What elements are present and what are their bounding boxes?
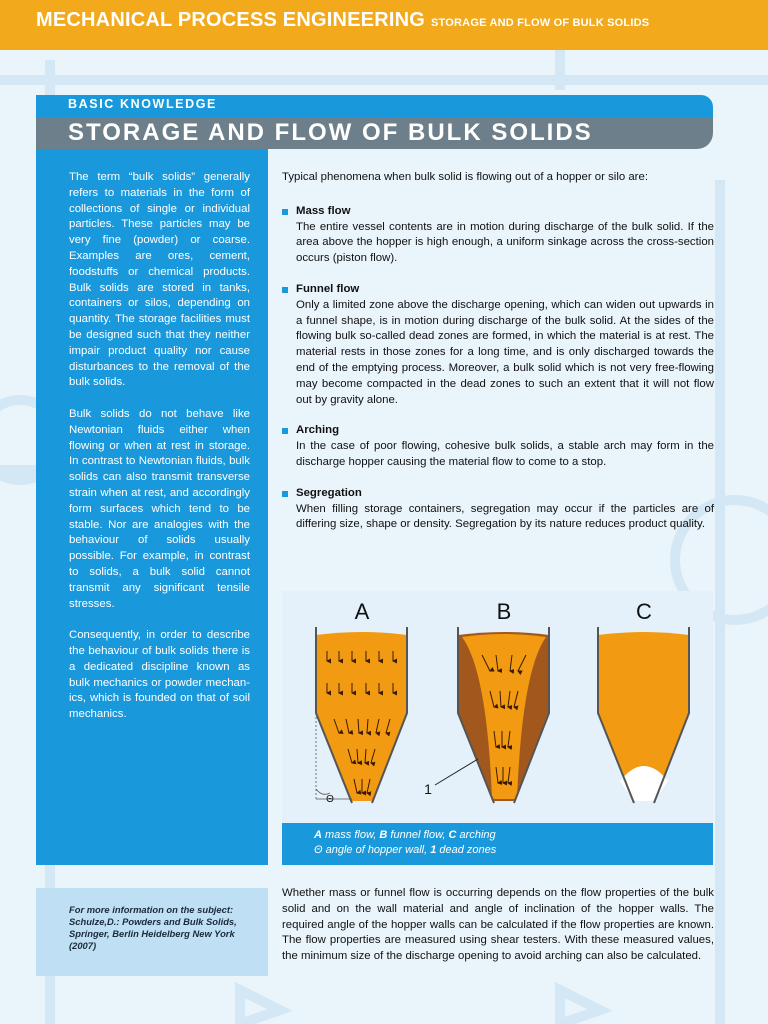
- phenomenon-heading: Funnel flow: [296, 282, 360, 295]
- left-paragraph: Bulk solids do not behave like Newtonian fluids either when flowing or when at rest in storage. In contrast to Newtonian fluids, bulk solids can also transmit transverse strain when at rest, and accordingly form surfaces which tend to be stable. Nor are analogies with the behaviour of solids usually possible. For example, in contrast to solids, a bulk solid cannot transmit any significant tensile stresses.: [69, 407, 250, 610]
- caption-key: 1: [430, 844, 437, 856]
- caption-desc: arching: [456, 829, 496, 841]
- hopper-diagram: [282, 591, 713, 823]
- left-paragraph: The term “bulk solids” generally refers to materials in the form of collections of single or individual particles. These particles may be very fine (powder) or coarse. Examples are ores, cement, foodstuffs or chemical products. Bulk solids are stored in tanks, containers or silos, depending on quantity. The storage facilities must be designed such that they neither impair product quality nor cause disturbances to the removal of the bulk solids.: [69, 171, 250, 389]
- caption-desc: angle of hopper wall,: [322, 844, 431, 856]
- dead-zone-marker: 1: [424, 781, 432, 797]
- bullet-square: [282, 209, 288, 215]
- phenomenon-heading: Arching: [296, 424, 340, 437]
- figure-label-b: B: [496, 599, 512, 624]
- right-column: [282, 170, 714, 548]
- closing-paragraph: Whether mass or funnel flow is occurring depends on the flow properties of the bulk solid and on the wall material and angle of inclination of the hopper walls. The required angle of the hopper walls can be calculated if the flow properties are known. The flow properties are measured using shear testers. With these measured values, the minimum size of the discharge opening to avoid arching can also be calculated.: [282, 887, 714, 963]
- header-bar: [0, 0, 768, 50]
- phenomenon-arching: [282, 423, 714, 470]
- caption-desc: dead zones: [436, 844, 497, 856]
- header-subsection: STORAGE AND FLOW OF BULK SOLIDS: [431, 17, 650, 29]
- phenomenon-text: The entire vessel contents are in motion during discharge of the bulk solid. If the area above the hopper is high enough, a uniform sinkage across the cross-section occurs (piston flow).: [296, 220, 714, 265]
- phenomenon-mass-flow: [282, 204, 714, 267]
- hopper-c-arching: [598, 627, 689, 803]
- reference-text: For more information on the subject: Schulze,D.: Powders and Bulk Solids, Springer, Berlin Heidelberg New York (2007): [69, 904, 237, 951]
- header-title: [36, 9, 649, 32]
- page-title: STORAGE AND FLOW OF BULK SOLIDS: [68, 119, 593, 146]
- caption-text: [314, 828, 496, 858]
- caption-line-2: [314, 843, 496, 858]
- caption-key: B: [379, 829, 388, 841]
- caption-key: Θ: [314, 844, 323, 856]
- caption-key: C: [448, 829, 457, 841]
- phenomenon-text: Only a limited zone above the discharge opening, which can widen out upwards in a funnel shape, is in motion during discharge of the bulk solid. At the sides of the flowing bulk so-called dead zones are formed, in which the material is at rest. The material rests in those zones for a long time, and is only discharged towards the end of the emptying process. Moreover, a bulk solid which is not very free-flowing may become compacted in the dead zones to such an extent that it will not flow out by gravity alone.: [296, 298, 714, 406]
- phenomena-intro: Typical phenomena when bulk solid is flowing out of a hopper or silo are:: [282, 171, 648, 183]
- left-column: [36, 149, 268, 865]
- figure-label-a: A: [354, 599, 370, 624]
- phenomenon-segregation: [282, 486, 714, 533]
- bullet-square: [282, 491, 288, 497]
- left-paragraph: Consequently, in order to describe the behaviour of bulk solids there is a dedicated discipline known as bulk mechanics or powder mechanics, which is founded on that of soil mechanics.: [69, 629, 250, 721]
- kicker: BASIC KNOWLEDGE: [68, 97, 217, 111]
- left-column-text: [69, 170, 250, 739]
- phenomenon-text: In the case of poor flowing, cohesive bulk solids, a stable arch may form in the discharge hopper causing the material flow to come to a stop.: [296, 440, 714, 468]
- hopper-a-mass-flow: [316, 627, 407, 803]
- phenomenon-text: When filling storage containers, segregation may occur if the particles are of differing size, shape or density. Segregation by its nature reduces product quality.: [296, 502, 714, 531]
- caption-line-1: [314, 828, 496, 843]
- header-section: MECHANICAL PROCESS ENGINEERING: [36, 9, 426, 31]
- figure-caption: [282, 823, 713, 865]
- angle-marker: Θ: [326, 794, 334, 805]
- bullet-square: [282, 428, 288, 434]
- reference-box: [36, 888, 268, 976]
- caption-desc: funnel flow,: [387, 829, 449, 841]
- phenomenon-funnel-flow: [282, 282, 714, 408]
- caption-desc: mass flow,: [321, 829, 380, 841]
- phenomenon-heading: Segregation: [296, 486, 362, 499]
- caption-key: A: [314, 829, 322, 841]
- bullet-square: [282, 287, 288, 293]
- hopper-b-funnel-flow: [435, 627, 549, 803]
- figure-label-c: C: [636, 599, 652, 624]
- phenomenon-heading: Mass flow: [296, 204, 351, 217]
